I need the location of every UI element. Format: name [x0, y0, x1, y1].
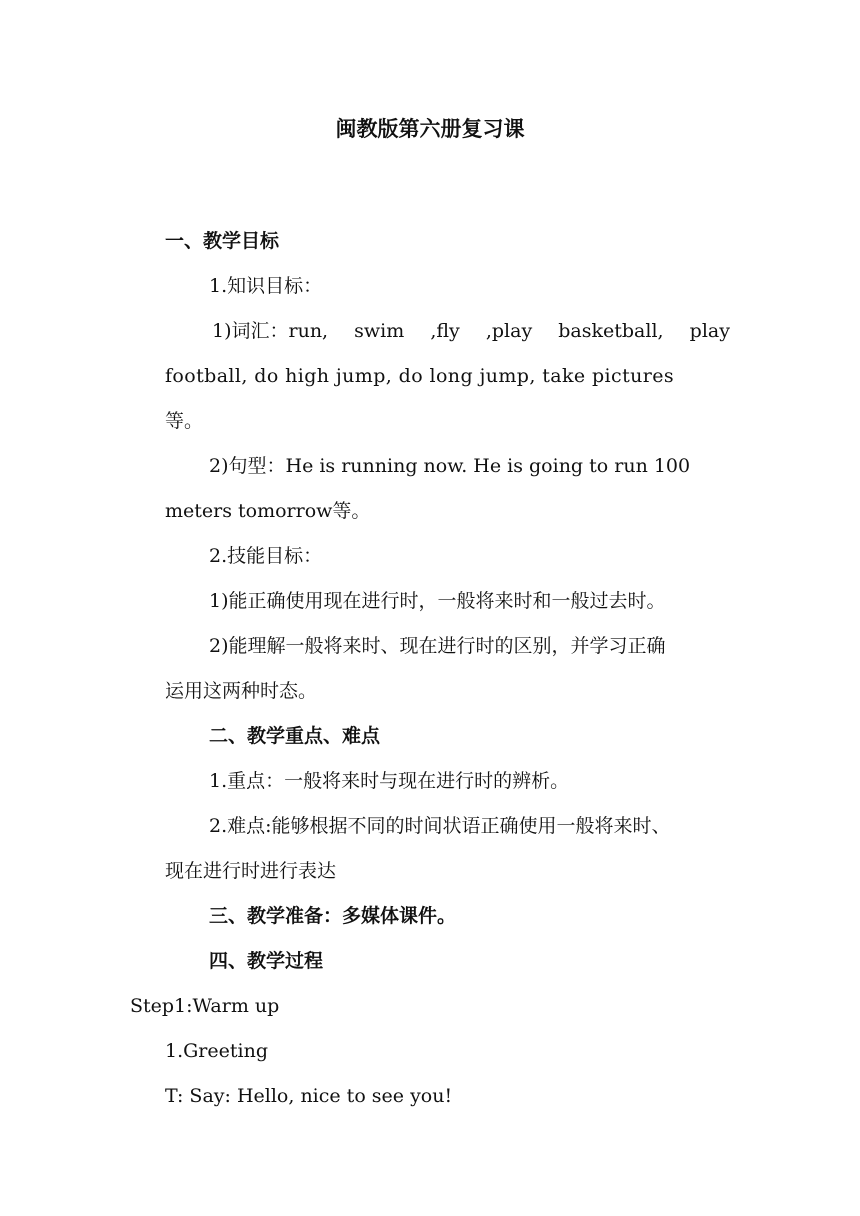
section-heading-objectives: 一、教学目标: [165, 230, 280, 252]
document-title: 闽教版第六册复习课: [335, 116, 525, 141]
section-heading-key-points: 二、教学重点、难点: [209, 725, 381, 747]
teacher-line: T: Say: Hello, nice to see you!: [165, 1085, 453, 1107]
skill-objective-2-continued: 运用这两种时态。: [165, 680, 318, 702]
step-1-heading: Step1:Warm up: [130, 995, 280, 1017]
knowledge-objective-label: 1.知识目标：: [209, 275, 323, 297]
vocab-word: 1)词汇：run,: [212, 320, 329, 342]
greeting-item: 1.Greeting: [165, 1040, 268, 1062]
key-point: 1.重点：一般将来时与现在进行时的辨析。: [209, 770, 570, 792]
section-heading-process: 四、教学过程: [209, 950, 324, 972]
vocab-word: swim: [354, 320, 405, 342]
vocab-line-end: 等。: [165, 410, 204, 432]
sentence-pattern-line: 2)句型：He is running now. He is going to run 100: [209, 455, 691, 477]
sentence-pattern-line-continued: meters tomorrow等。: [165, 500, 371, 522]
skill-objective-2: 2)能理解一般将来时、现在进行时的区别，并学习正确: [209, 635, 666, 657]
vocab-word: ,fly: [430, 320, 460, 342]
vocab-line: [212, 319, 730, 343]
vocab-word: basketball,: [558, 320, 664, 342]
skill-objective-1: 1)能正确使用现在进行时，一般将来时和一般过去时。: [209, 590, 666, 612]
vocab-word: ,play: [485, 320, 533, 342]
difficult-point: 2.难点:能够根据不同的时间状语正确使用一般将来时、: [209, 815, 671, 837]
skill-objective-label: 2.技能目标：: [209, 545, 323, 567]
difficult-point-continued: 现在进行时进行表达: [165, 860, 337, 882]
vocab-line-continued: football, do high jump, do long jump, take pictures: [165, 365, 675, 387]
vocab-word: play: [689, 320, 730, 342]
section-heading-preparation: 三、教学准备：多媒体课件。: [209, 905, 457, 927]
